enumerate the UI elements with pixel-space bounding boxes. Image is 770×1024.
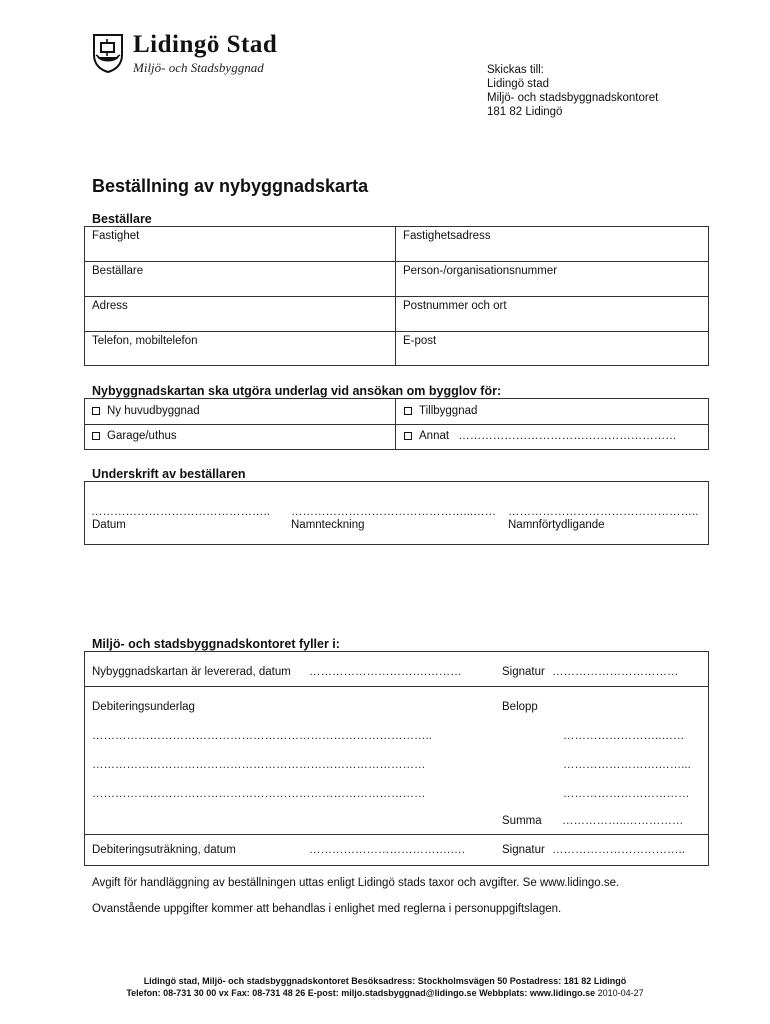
amount-line[interactable]: …………………….……... (563, 759, 691, 771)
row-divider (84, 296, 709, 297)
checkbox-icon[interactable] (404, 407, 412, 415)
option-label: Annat (419, 430, 450, 442)
billing-label: Debiteringsunderlag (92, 701, 195, 713)
row-divider (84, 834, 709, 835)
row-divider (84, 261, 709, 262)
option-label: Tillbyggnad (419, 405, 478, 417)
checkbox-icon[interactable] (404, 432, 412, 440)
office-heading: Miljö- och stadsbyggnadskontoret fyller i: (92, 637, 340, 651)
footer-line-2 (0, 988, 770, 998)
lidingo-logo (91, 33, 301, 73)
fee-note: Avgift för handläggning av beställningen uttas enligt Lidingö stads taxor och avgifter. Se www.lidingo.se. (92, 877, 620, 889)
debit-label: Debiteringsuträkning, datum (92, 844, 236, 856)
page-title: Beställning av nybyggnadskarta (92, 176, 369, 196)
checkbox-icon[interactable] (92, 432, 100, 440)
viking-ship-icon (91, 33, 125, 73)
row-divider (84, 331, 709, 332)
option-garage[interactable] (92, 430, 177, 442)
field-property-address[interactable]: Fastighetsadress (403, 230, 491, 242)
logo-title: Lidingö Stad (133, 31, 278, 58)
row-divider (84, 686, 709, 687)
date-label: Datum (92, 519, 126, 531)
send-to-line: Miljö- och stadsbyggnadskontoret (487, 92, 659, 104)
amount-label: Belopp (502, 701, 538, 713)
send-to-line: Lidingö stad (487, 78, 550, 90)
orderer-heading: Beställare (92, 212, 152, 226)
name-clarification-line[interactable]: ………………………………………….. (508, 506, 699, 518)
amount-line[interactable]: ……………………..…… (563, 730, 685, 742)
row-divider (84, 424, 709, 425)
option-extension[interactable] (404, 405, 477, 417)
field-address[interactable]: Adress (92, 300, 128, 312)
privacy-note: Ovanstående uppgifter kommer att behandlas i enlighet med reglerna i personuppgiftslagen. (92, 903, 562, 915)
amount-line[interactable]: …………………………… (563, 788, 690, 800)
purpose-heading: Nybyggnadskartan ska utgöra underlag vid ansökan om bygglov för: (92, 384, 502, 398)
footer-contact: Telefon: 08-731 30 00 vx Fax: 08-731 48 26 E-post: miljo.stadsbyggnad@lidingo.se Webbplats: www.lidingo.se (126, 988, 596, 998)
logo-subtitle: Miljö- och Stadsbyggnad (133, 60, 264, 75)
sum-label: Summa (502, 815, 542, 827)
send-to-line: 181 82 Lidingö (487, 106, 563, 118)
field-email[interactable]: E-post (403, 335, 437, 347)
footer-date: 2010-04-27 (597, 988, 644, 998)
signature-line[interactable]: …………………………… (552, 666, 679, 678)
field-phone[interactable]: Telefon, mobiltelefon (92, 335, 198, 347)
signature-label: Namnteckning (291, 519, 365, 531)
billing-line[interactable]: …………………………………………………………………………… (92, 788, 426, 800)
signature-label: Signatur (502, 666, 545, 678)
send-to-line: Skickas till: (487, 64, 544, 76)
other-dots-line: ………………………………………………… (458, 430, 677, 442)
option-other[interactable] (404, 430, 677, 442)
field-id-number[interactable]: Person-/organisationsnummer (403, 265, 558, 277)
field-property[interactable]: Fastighet (92, 230, 140, 242)
name-clarification-label: Namnförtydligande (508, 519, 605, 531)
billing-line[interactable]: …………………………………………………………………………….. (92, 730, 432, 742)
delivered-label: Nybyggnadskartan är levererad, datum (92, 666, 291, 678)
option-label: Ny huvudbyggnad (107, 405, 200, 417)
option-label: Garage/uthus (107, 430, 177, 442)
signature-label: Signatur (502, 844, 545, 856)
field-postal-code[interactable]: Postnummer och ort (403, 300, 507, 312)
field-orderer[interactable]: Beställare (92, 265, 144, 277)
billing-line[interactable]: …………………………………………………………………………… (92, 759, 426, 771)
sum-line[interactable]: ……………..…………… (562, 815, 684, 827)
signature-line[interactable]: ………………………………………...…… (291, 506, 497, 518)
option-new-main-building[interactable] (92, 405, 200, 417)
signature-heading: Underskrift av beställaren (92, 467, 246, 481)
send-to-address (487, 63, 658, 119)
date-line[interactable]: ……………………………………….. (91, 506, 270, 518)
debit-date-line[interactable]: ……………………………….…. (309, 844, 465, 856)
signature-line[interactable]: …………………………….. (552, 844, 685, 856)
checkbox-icon[interactable] (92, 407, 100, 415)
footer-line-1: Lidingö stad, Miljö- och stadsbyggnadskontoret Besöksadress: Stockholmsvägen 50 Postadress: 181 82 Lidingö (143, 976, 627, 986)
delivered-date-line[interactable]: ………………………….……… (309, 666, 462, 678)
